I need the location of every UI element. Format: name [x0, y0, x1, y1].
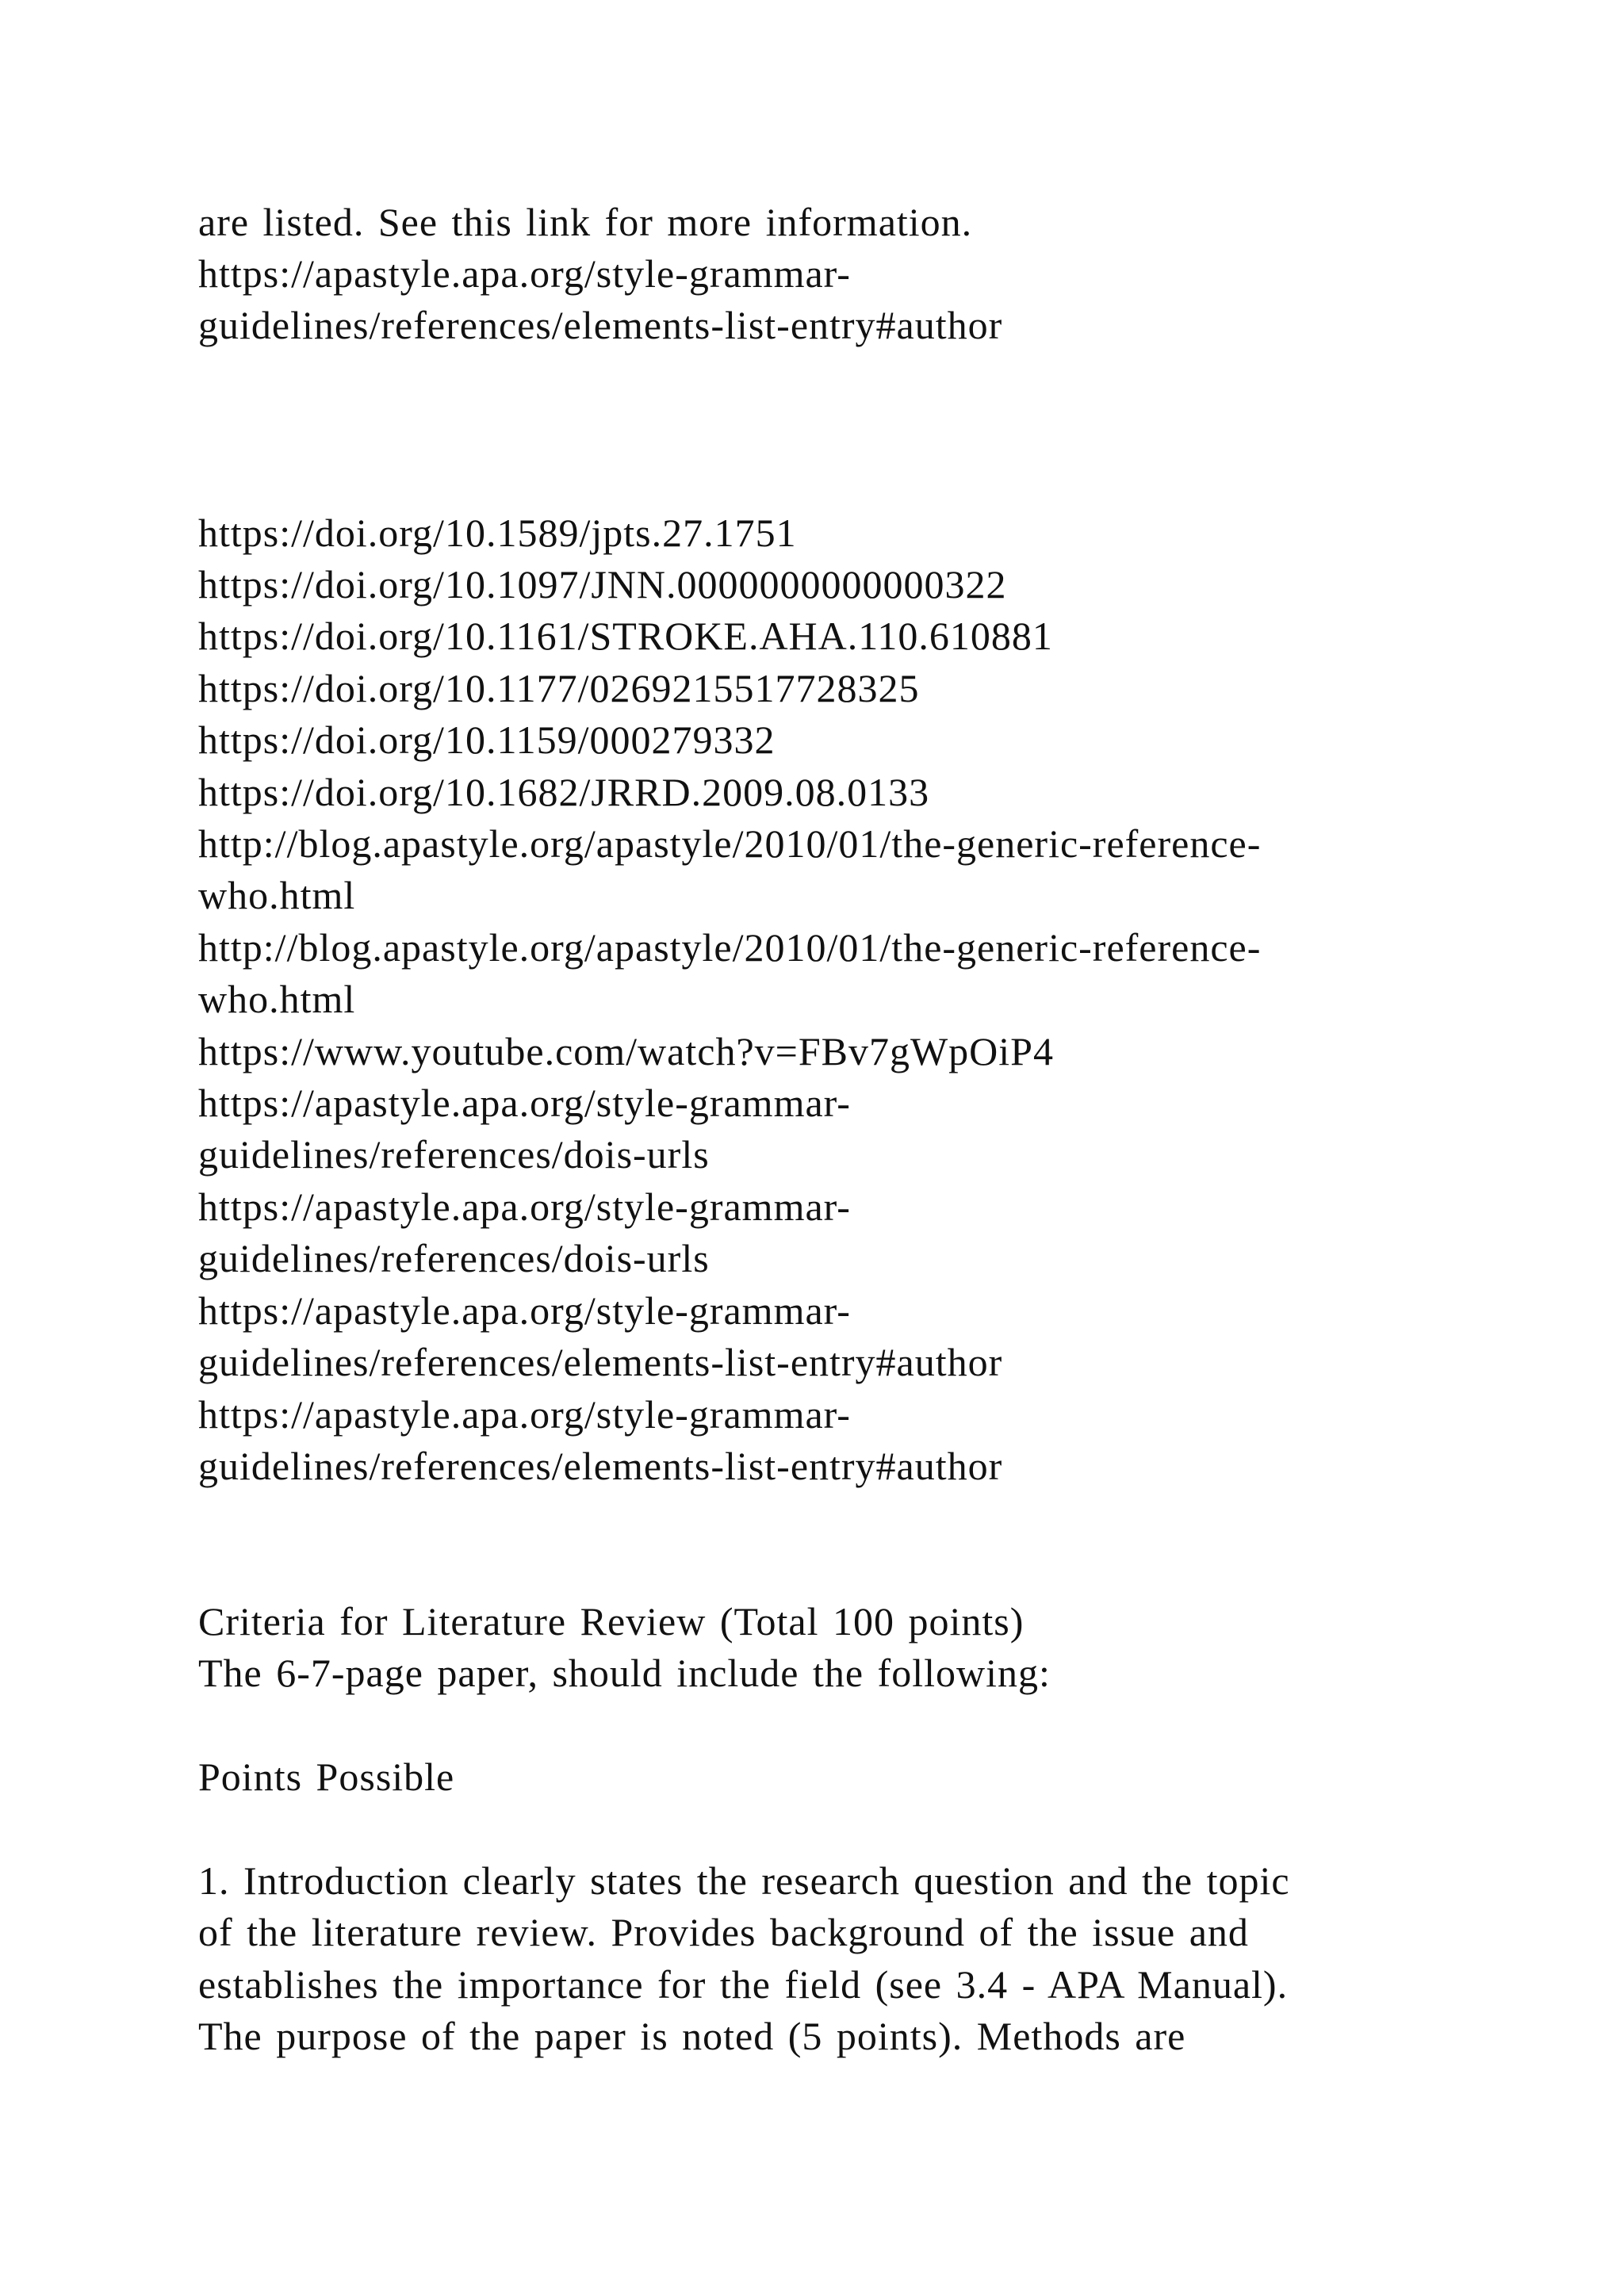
criteria-item-line: The purpose of the paper is noted (5 points). Methods are — [198, 2014, 1186, 2058]
link-line: guidelines/references/dois-urls — [198, 1236, 710, 1280]
link-line: guidelines/references/elements-list-entry#author — [198, 1444, 1003, 1488]
link-line: http://blog.apastyle.org/apastyle/2010/01/the-generic-reference- — [198, 821, 1262, 866]
link-line: http://blog.apastyle.org/apastyle/2010/01/the-generic-reference- — [198, 925, 1262, 970]
points-possible-heading: Points Possible — [198, 1755, 455, 1799]
link-line: https://www.youtube.com/watch?v=FBv7gWpOiP4 — [198, 1029, 1054, 1073]
link-line: guidelines/references/dois-urls — [198, 1132, 710, 1177]
criteria-item-line: establishes the importance for the field (see 3.4 - APA Manual). — [198, 1962, 1289, 2007]
link-line: https://doi.org/10.1159/000279332 — [198, 718, 776, 762]
link-line: who.html — [198, 977, 356, 1021]
criteria-subheading: The 6-7-page paper, should include the following: — [198, 1651, 1051, 1695]
link-line: https://doi.org/10.1161/STROKE.AHA.110.610881 — [198, 614, 1053, 658]
intro-link-line: https://apastyle.apa.org/style-grammar- — [198, 251, 851, 296]
link-line: guidelines/references/elements-list-entry#author — [198, 1340, 1003, 1384]
criteria-item-line: 1. Introduction clearly states the research question and the topic — [198, 1858, 1290, 1903]
link-line: who.html — [198, 873, 356, 917]
link-line: https://apastyle.apa.org/style-grammar- — [198, 1184, 851, 1229]
intro-link-line: guidelines/references/elements-list-entry#author — [198, 303, 1003, 347]
link-line: https://doi.org/10.1097/JNN.0000000000000322 — [198, 562, 1007, 607]
intro-line: are listed. See this link for more information. — [198, 200, 973, 244]
link-line: https://doi.org/10.1682/JRRD.2009.08.0133 — [198, 770, 930, 814]
criteria-heading: Criteria for Literature Review (Total 100 points) — [198, 1599, 1025, 1644]
link-line: https://doi.org/10.1589/jpts.27.1751 — [198, 511, 797, 555]
criteria-item-line: of the literature review. Provides background of the issue and — [198, 1910, 1249, 1954]
link-line: https://doi.org/10.1177/0269215517728325 — [198, 666, 920, 710]
link-line: https://apastyle.apa.org/style-grammar- — [198, 1392, 851, 1437]
link-line: https://apastyle.apa.org/style-grammar- — [198, 1288, 851, 1333]
link-line: https://apastyle.apa.org/style-grammar- — [198, 1081, 851, 1125]
